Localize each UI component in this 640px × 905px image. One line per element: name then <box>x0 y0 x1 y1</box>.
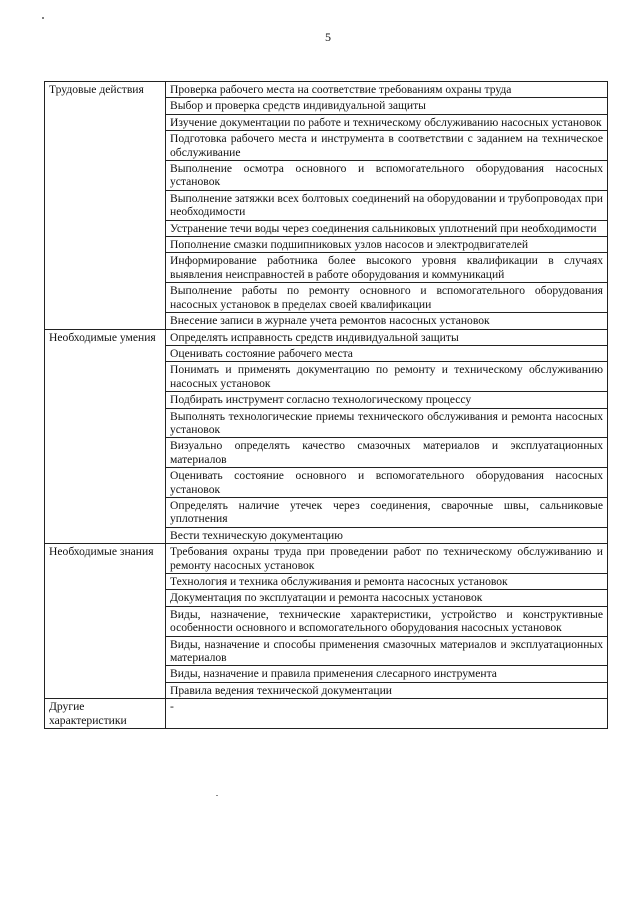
page-number: 5 <box>325 30 331 44</box>
section-item: Правила ведения технической документации <box>166 682 608 698</box>
section-item: Информирование работника более высокого уровня квалификации в случаях выявления неисправностей в работе оборудования и коммуникаций <box>166 253 608 283</box>
table-row <box>45 329 608 345</box>
section-item: Оценивать состояние основного и вспомогательного оборудования насосных установок <box>166 468 608 498</box>
section-label: Трудовые действия <box>45 82 166 330</box>
section-item: Оценивать состояние рабочего места <box>166 345 608 361</box>
table-row <box>45 544 608 574</box>
scan-mark <box>216 795 218 796</box>
section-item: Внесение записи в журнале учета ремонтов насосных установок <box>166 313 608 329</box>
section-item: Определять исправность средств индивидуальной защиты <box>166 329 608 345</box>
table-row <box>45 82 608 98</box>
section-item: Определять наличие утечек через соединения, сварочные швы, сальниковые уплотнения <box>166 497 608 527</box>
section-item: Требования охраны труда при проведении работ по техническому обслуживанию и ремонту насосных установок <box>166 544 608 574</box>
qualification-table <box>44 81 608 729</box>
section-item: Визуально определять качество смазочных материалов и эксплуатационных материалов <box>166 438 608 468</box>
section-item: Выбор и проверка средств индивидуальной защиты <box>166 98 608 114</box>
section-item: Документация по эксплуатации и ремонта насосных установок <box>166 590 608 606</box>
table-body <box>45 82 608 729</box>
table-row <box>45 699 608 729</box>
section-item: Технология и техника обслуживания и ремонта насосных установок <box>166 574 608 590</box>
section-item: Выполнение затяжки всех болтовых соединений на оборудовании и трубопроводах при необходимости <box>166 190 608 220</box>
section-item: Изучение документации по работе и техническому обслуживанию насосных установок <box>166 114 608 130</box>
section-item: Выполнять технологические приемы технического обслуживания и ремонта насосных установок <box>166 408 608 438</box>
section-item: Устранение течи воды через соединения сальниковых уплотнений при необходимости <box>166 220 608 236</box>
section-item: - <box>166 699 608 729</box>
section-item: Виды, назначение и правила применения слесарного инструмента <box>166 666 608 682</box>
section-item: Подбирать инструмент согласно технологическому процессу <box>166 392 608 408</box>
scan-speck <box>42 17 44 19</box>
section-label: Необходимые умения <box>45 329 166 544</box>
section-item: Выполнение осмотра основного и вспомогательного оборудования насосных установок <box>166 161 608 191</box>
section-item: Виды, назначение и способы применения смазочных материалов и эксплуатационных материалов <box>166 636 608 666</box>
section-label: Другие характеристики <box>45 699 166 729</box>
section-item: Понимать и применять документацию по ремонту и техническому обслуживанию насосных установок <box>166 362 608 392</box>
section-item: Вести техническую документацию <box>166 527 608 543</box>
section-item: Выполнение работы по ремонту основного и вспомогательного оборудования насосных установок в пределах своей квалификации <box>166 283 608 313</box>
section-item: Виды, назначение, технические характеристики, устройство и конструктивные особенности основного и вспомогательного оборудования насосных установок <box>166 606 608 636</box>
section-item: Проверка рабочего места на соответствие требованиям охраны труда <box>166 82 608 98</box>
section-item: Подготовка рабочего места и инструмента в соответствии с заданием на техническое обслуживание <box>166 131 608 161</box>
section-item: Пополнение смазки подшипниковых узлов насосов и электродвигателей <box>166 237 608 253</box>
section-label: Необходимые знания <box>45 544 166 699</box>
